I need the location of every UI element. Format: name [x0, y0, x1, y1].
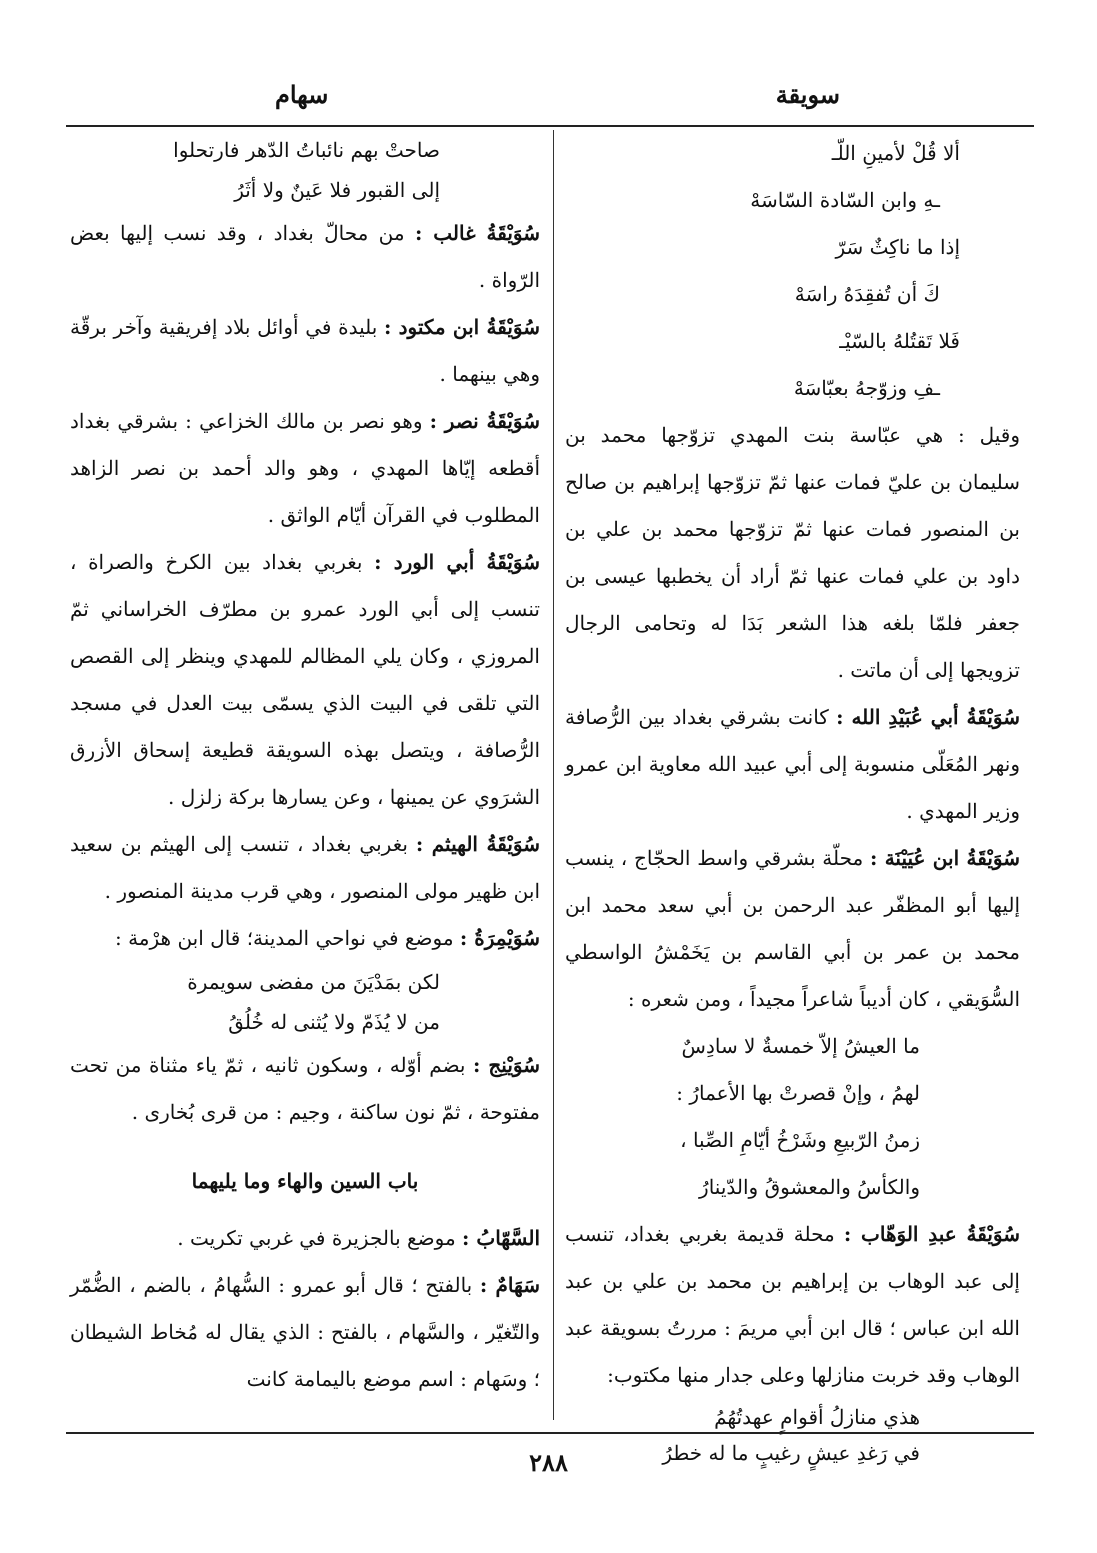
entry-headword: سُوَيْقَةُ ابن عُيَيْنَة : — [869, 846, 1020, 870]
left-column — [70, 130, 540, 1403]
verse-line: لهمُ ، وإنْ قصرتْ بها الأعمارُ : — [676, 1081, 920, 1105]
entry-headword: سُوَيْمِرَةُ : — [459, 926, 540, 950]
entry-text: بضم أوّله ، وسكون ثانيه ، ثمّ ياء مثناة من تحت مفتوحة ، ثمّ نون ساكنة ، وجيم : من قرى بُخارى . — [70, 1053, 540, 1124]
verse-line: لكن بمَدْيَنَ من مفضى سويمرة — [187, 970, 440, 994]
entry — [70, 1042, 540, 1136]
entry-headword: السَّهّابُ : — [462, 1226, 540, 1250]
entry-headword: سُوَيْقَةُ ابن مكتود : — [383, 315, 540, 339]
verse-line: ألا قُلْ لأمينِ اللّـ — [831, 141, 960, 165]
running-head-left: سهام — [275, 80, 329, 109]
entry-headword: سُوَيْقَةُ نصر : — [429, 409, 541, 433]
entry — [565, 1211, 1020, 1399]
page-header — [60, 70, 1040, 120]
right-column — [565, 130, 1020, 1471]
entry-text: من محالّ بغداد ، وقد نسب إليها بعض الرّواة . — [70, 221, 540, 292]
entry — [565, 694, 1020, 835]
section-title: باب السين والهاء وما يليهما — [191, 1169, 419, 1193]
verse-line: صاحتْ بهم نائباتُ الدّهر فارتحلوا — [173, 138, 440, 162]
entry — [70, 1262, 540, 1403]
entry-headword: سَهَامٌ : — [479, 1273, 540, 1297]
entry-text: محلة قديمة بغربي بغداد، تنسب إلى عبد الوهاب بن إبراهيم بن محمد بن علي بن عبد الله ابن عباس ؛ قال ابن أبي مريمَ : مررتُ بسويقة عبد الوهاب وقد خربت منازلها وعلى جدار منها مكتوب: — [565, 1222, 1020, 1387]
entry-headword: سُوَيْقَةُ غالب : — [414, 221, 541, 245]
entry — [70, 304, 540, 398]
verse-line: كَ أن تُفقِدَهُ راسَهْ — [794, 282, 940, 306]
verse-line: زمنُ الرّبيعِ وشَرْخُ أيّامِ الصِّبا ، — [680, 1128, 920, 1152]
paragraph: وقيل : هي عبّاسة بنت المهدي تزوّجها محمد بن سليمان بن عليّ فمات عنها ثمّ تزوّجها إبراهيم بن صالح بن المنصور فمات عنها ثمّ تزوّجها محمد بن علي بن داود بن علي فمات عنها ثمّ أراد أن يخطبها عيسى بن جعفر فلمّا بلغه هذا الشعر بَدَا له وتحامى الرجال تزويجها إلى أن ماتت . — [565, 423, 1020, 682]
entry-text: بغربي بغداد ، تنسب إلى الهيثم بن سعيد ابن ظهير مولى المنصور ، وهي قرب مدينة المنصور . — [70, 832, 540, 903]
verse-line: من لا يُذَمّ ولا يُثنى له خُلُقُ — [228, 1010, 440, 1034]
column-divider — [553, 130, 554, 1420]
bottom-rule — [66, 1432, 1034, 1434]
top-rule — [66, 125, 1034, 127]
entry-text: بليدة في أوائل بلاد إفريقية وآخر برقّة وهي بينهما . — [70, 315, 540, 386]
entry-text: موضع بالجزيرة في غربي تكريت . — [177, 1226, 463, 1250]
verse-line: في رَغدِ عيشٍ رغيبٍ ما له خطرُ — [662, 1441, 920, 1465]
page-number: ٢٨٨ — [529, 1448, 568, 1477]
entry-text: بغربي بغداد بين الكرخ والصراة ، تنسب إلى أبي الورد عمرو بن مطرّف الخراساني ثمّ المروزي ، وكان يلي المظالم للمهدي وينظر إلى القصص التي تلقى في البيت الذي يسمّى بيت العدل في مسجد الرُّصافة ، ويتصل بهذه السويقة قطيعة إسحاق الأزرق الشرَوي عن يمينها ، وعن يسارها بركة زلزل . — [70, 550, 540, 809]
entry-text: محلّة بشرقي واسط الحجّاج ، ينسب إليها أبو المظفّر عبد الرحمن بن أبي سعد محمد ابن محمد بن عمر بن أبي القاسم بن يَخَمْشُ الواسطي السُّوَيقي ، كان أديباً شاعراً مجيداً ، ومن شعره : — [565, 846, 1020, 1011]
entry-text: وهو نصر بن مالك الخزاعي : بشرقي بغداد أقطعه إيّاها المهدي ، وهو والد أحمد بن نصر الزاهد المطلوب في القرآن أيّام الواثق . — [70, 409, 540, 527]
verse-line: فَلا تَقتُلهُ بالسّيْـ — [839, 329, 960, 353]
running-head-right: سويقة — [775, 80, 840, 109]
verse-line: ـفِ وزوّجهُ بعبّاسَهْ — [793, 376, 940, 400]
verse-line: ما العيشُ إلاّ خمسةٌ لا سادِسٌ — [681, 1034, 920, 1058]
entry — [70, 539, 540, 821]
entry-headword: سُوَيْقَةُ أبي الورد : — [374, 550, 540, 574]
entry-headword: سُوَيْقَةُ أبي عُبَيْدِ الله : — [836, 705, 1021, 729]
entry — [70, 821, 540, 915]
entry — [70, 915, 540, 962]
entry-text: موضع في نواحي المدينة؛ قال ابن هرْمة : — [114, 926, 460, 950]
verse-line: إذا ما ناكِثٌ سَرّ — [835, 235, 960, 259]
entry-text: كانت بشرقي بغداد بين الرُّصافة ونهر المُعَلّى منسوبة إلى أبي عبيد الله معاوية ابن عمرو وزير المهدي . — [565, 705, 1020, 823]
entry-headword: سُوَيْقَةُ الهيثم : — [415, 832, 540, 856]
entry-headword: سُوَيْقَةُ عبدِ الوَهّاب : — [843, 1222, 1020, 1246]
verse-line: والكأسُ والمعشوقُ والدّينارُ — [699, 1175, 920, 1199]
entry — [565, 835, 1020, 1023]
verse-line: إلى القبور فلا عَينٌ ولا أثَرُ — [234, 178, 440, 202]
entry-headword: سُوَيْنِج : — [472, 1053, 540, 1077]
entry — [70, 210, 540, 304]
entry-text: بالفتح ؛ قال أبو عمرو : السُّهامُ ، بالضم ، الضُّمّر والتّغيّر ، والسَّهام ، بالفتح : الذي يقال له مُخاط الشيطان ؛ وسَهام : اسم موضع باليمامة كانت — [70, 1273, 540, 1391]
entry — [70, 398, 540, 539]
verse-line: ـهِ وابن السّادة السّاسَهْ — [750, 188, 940, 212]
entry — [70, 1215, 540, 1262]
verse-line: هذي منازلُ أقوامٍ عهدتُهُمُ — [714, 1405, 920, 1429]
